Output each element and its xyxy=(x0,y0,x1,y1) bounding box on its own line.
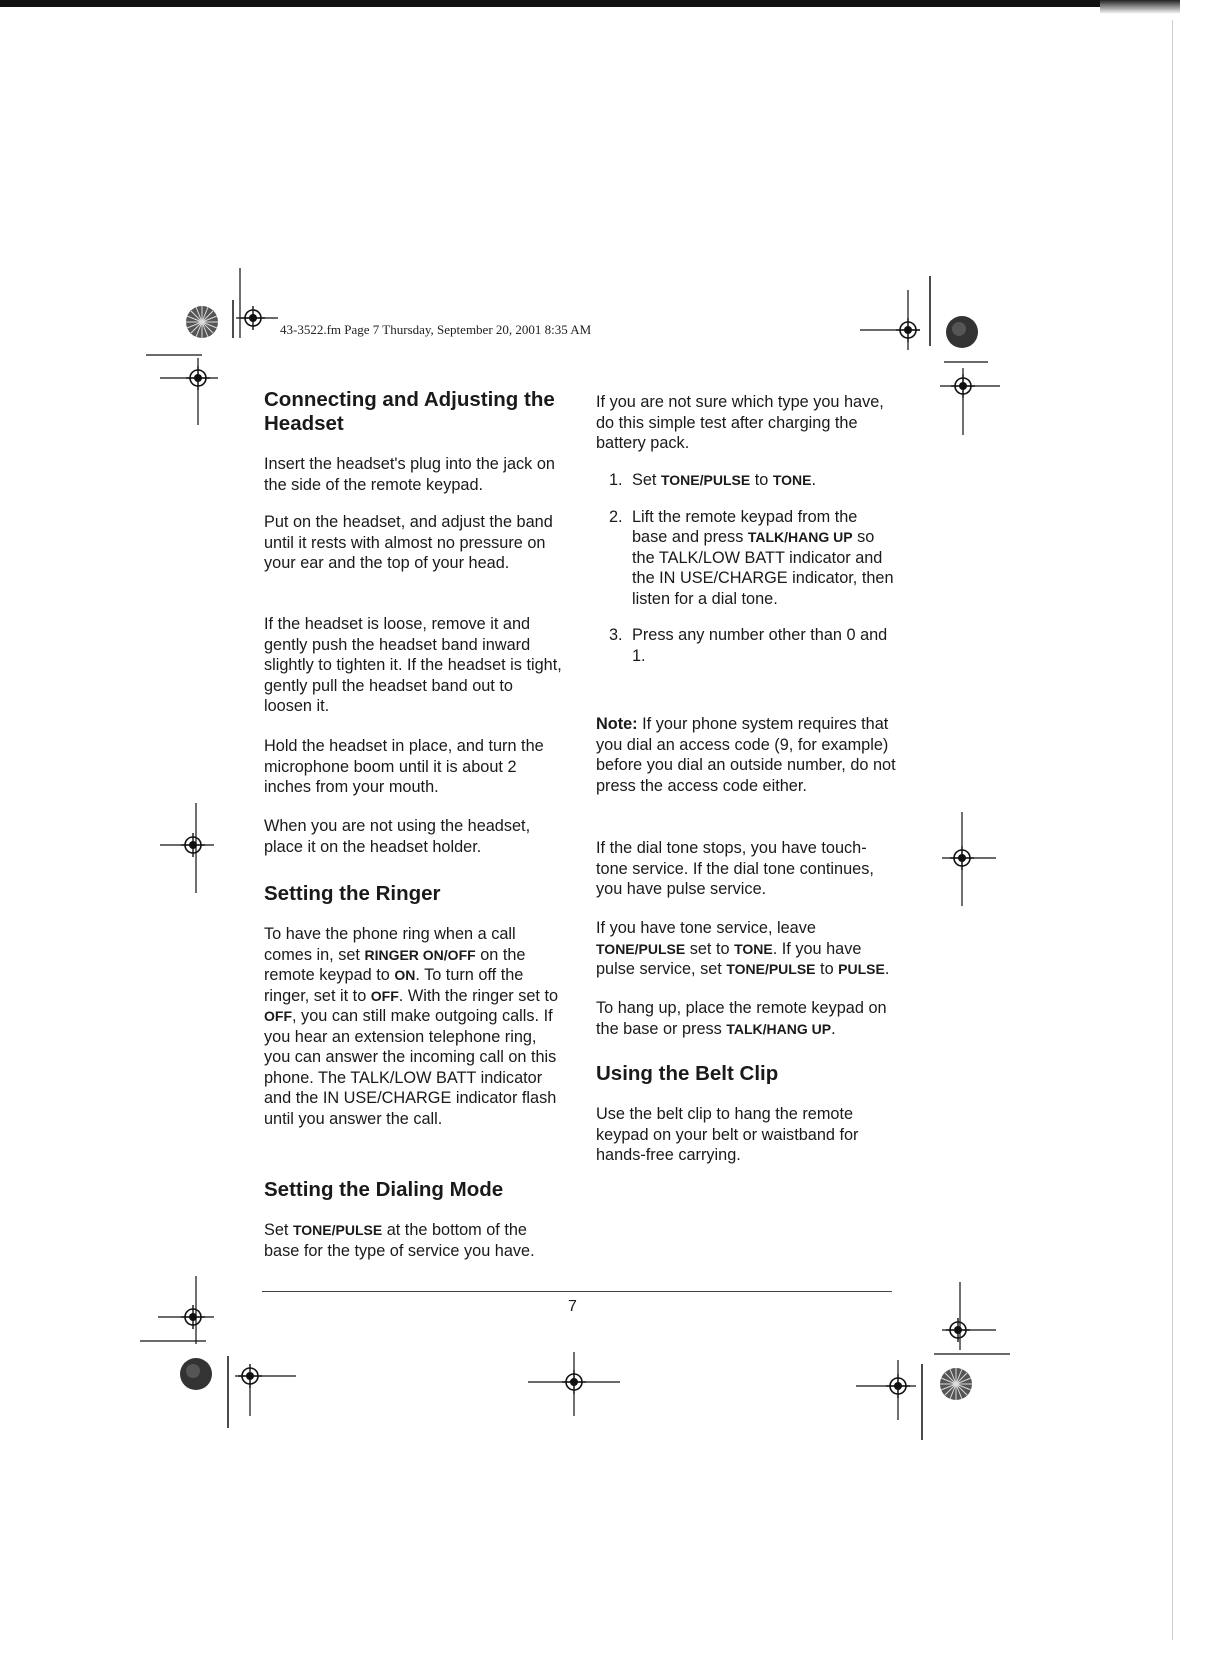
heading-dialing-mode: Setting the Dialing Mode xyxy=(264,1178,504,1201)
heading-connecting: Connecting and Adjusting the Headset xyxy=(264,388,555,435)
registration-mark xyxy=(886,1374,910,1398)
registration-mark xyxy=(951,374,975,398)
paragraph: Put on the headset, and adjust the band until it rests with almost no pressure on your ear and the top of your head. xyxy=(264,513,553,572)
tone-paragraph: If you have tone service, leave TONE/PULSE set to TONE. If you have pulse service, set TONE/PULSE to PULSE. xyxy=(596,919,890,978)
footer-rule xyxy=(262,1291,892,1292)
registration-mark xyxy=(238,1364,262,1388)
paragraph: If the headset is loose, remove it and gently push the headset band inward slightly to tighten it. If the headset is tight, gently pull the headset band out to loosen it. xyxy=(264,615,562,715)
right-column xyxy=(596,392,896,1192)
paragraph: Hold the headset in place, and turn the microphone boom until it is about 2 inches from your mouth. xyxy=(264,737,544,796)
note-paragraph: Note: If your phone system requires that you dial an access code (9, for example) before you dial an outside number, do not press the access code either. xyxy=(596,715,896,795)
registration-mark xyxy=(181,1305,205,1329)
paragraph: If the dial tone stops, you have touch-tone service. If the dial tone continues, you have pulse service. xyxy=(596,839,874,898)
dialing-paragraph: Set TONE/PULSE at the bottom of the base for the type of service you have. xyxy=(264,1221,535,1260)
registration-mark xyxy=(241,306,265,330)
color-dot-mark xyxy=(946,316,978,348)
heading-belt-clip: Using the Belt Clip xyxy=(596,1062,779,1085)
list-item: 2. Lift the remote keypad from the base and press TALK/HANG UP so the TALK/LOW BATT indicator and the IN USE/CHARGE indicator, then listen for a dial tone. xyxy=(609,507,894,608)
list-item: 3. Press any number other than 0 and 1. xyxy=(609,626,888,665)
color-bar-mark xyxy=(186,306,218,338)
left-column xyxy=(264,386,564,1266)
test-steps-list xyxy=(596,470,896,666)
list-item: 1. Set TONE/PULSE to TONE. xyxy=(609,471,816,489)
paragraph: Use the belt clip to hang the remote keypad on your belt or waistband for hands-free carrying. xyxy=(596,1105,859,1164)
registration-mark xyxy=(946,1318,970,1342)
color-dot-mark xyxy=(180,1358,212,1390)
registration-mark xyxy=(950,846,974,870)
paragraph: When you are not using the headset, place it on the headset holder. xyxy=(264,817,531,856)
registration-mark xyxy=(896,318,920,342)
file-slug: 43-3522.fm Page 7 Thursday, September 20, 2001 8:35 AM xyxy=(280,322,592,337)
heading-ringer: Setting the Ringer xyxy=(264,882,441,905)
page-number: 7 xyxy=(568,1298,577,1315)
paragraph: If you are not sure which type you have, do this simple test after charging the battery pack. xyxy=(596,393,884,452)
color-bar-mark xyxy=(940,1368,972,1400)
registration-mark xyxy=(181,833,205,857)
ringer-paragraph: To have the phone ring when a call comes in, set RINGER ON/OFF on the remote keypad to ON. To turn off the ringer, set it to OFF. With the ringer set to OFF, you can still make outgoing calls. If you hear an extension telephone ring, you can answer the incoming call on this phone. The TALK/LOW BATT indicator and the IN USE/CHARGE indicator flash until you answer the call. xyxy=(264,925,559,1128)
registration-mark xyxy=(186,366,210,390)
paragraph: Insert the headset's plug into the jack on the side of the remote keypad. xyxy=(264,455,555,494)
registration-mark xyxy=(562,1370,586,1394)
hangup-paragraph: To hang up, place the remote keypad on the base or press TALK/HANG UP. xyxy=(596,999,887,1038)
